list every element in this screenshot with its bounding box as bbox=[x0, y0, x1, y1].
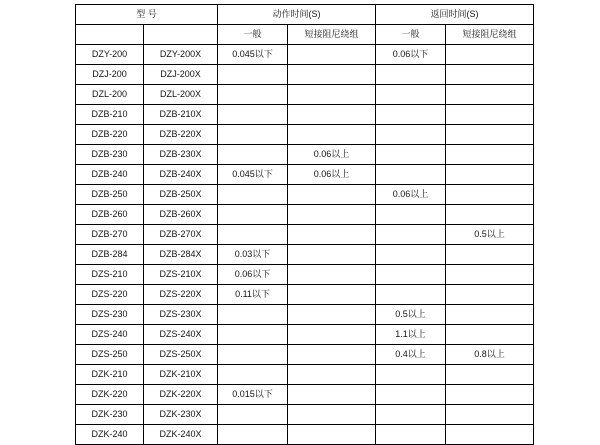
cell-model-x: DZS-220X bbox=[144, 285, 218, 305]
cell-action-general bbox=[218, 365, 288, 385]
cell-return-short-damping bbox=[446, 285, 534, 305]
cell-return-short-damping bbox=[446, 85, 534, 105]
cell-action-short-damping bbox=[288, 65, 376, 85]
cell-model-x: DZK-220X bbox=[144, 385, 218, 405]
table-row bbox=[76, 145, 534, 165]
cell-return-general bbox=[376, 125, 446, 145]
cell-action-general bbox=[218, 185, 288, 205]
cell-model-x: DZK-210X bbox=[144, 365, 218, 385]
cell-model: DZS-230 bbox=[76, 305, 144, 325]
table-row bbox=[76, 385, 534, 405]
cell-return-short-damping bbox=[446, 265, 534, 285]
table-row bbox=[76, 105, 534, 125]
table-row bbox=[76, 185, 534, 205]
cell-action-short-damping: 0.06以上 bbox=[288, 165, 376, 185]
table-row bbox=[76, 365, 534, 385]
cell-return-short-damping bbox=[446, 205, 534, 225]
cell-return-short-damping bbox=[446, 105, 534, 125]
cell-model: DZK-230 bbox=[76, 405, 144, 425]
table-row bbox=[76, 125, 534, 145]
cell-action-short-damping bbox=[288, 385, 376, 405]
cell-action-short-damping: 0.06以上 bbox=[288, 145, 376, 165]
cell-model-x: DZB-250X bbox=[144, 185, 218, 205]
cell-model: DZB-270 bbox=[76, 225, 144, 245]
table-row bbox=[76, 65, 534, 85]
cell-model: DZS-220 bbox=[76, 285, 144, 305]
cell-return-short-damping bbox=[446, 145, 534, 165]
cell-action-short-damping bbox=[288, 405, 376, 425]
cell-action-general bbox=[218, 405, 288, 425]
header-model-spacer-2 bbox=[144, 25, 218, 45]
cell-return-short-damping bbox=[446, 45, 534, 65]
cell-return-general bbox=[376, 285, 446, 305]
table-row bbox=[76, 85, 534, 105]
cell-model-x: DZK-240X bbox=[144, 425, 218, 445]
table-row bbox=[76, 245, 534, 265]
cell-model-x: DZS-250X bbox=[144, 345, 218, 365]
header-model-spacer-1 bbox=[76, 25, 144, 45]
cell-action-short-damping bbox=[288, 345, 376, 365]
cell-action-general bbox=[218, 145, 288, 165]
cell-action-general: 0.045以下 bbox=[218, 165, 288, 185]
header-action-time: 动作时间(S) bbox=[218, 5, 376, 25]
cell-action-general: 0.06以下 bbox=[218, 265, 288, 285]
cell-action-general: 0.03以下 bbox=[218, 245, 288, 265]
cell-return-short-damping: 0.8以上 bbox=[446, 345, 534, 365]
cell-return-short-damping: 0.5以上 bbox=[446, 225, 534, 245]
cell-action-general: 0.015以下 bbox=[218, 385, 288, 405]
header-action-general: 一般 bbox=[218, 25, 288, 45]
cell-return-short-damping bbox=[446, 125, 534, 145]
cell-return-general bbox=[376, 165, 446, 185]
cell-action-short-damping bbox=[288, 125, 376, 145]
cell-return-general: 0.06以下 bbox=[376, 45, 446, 65]
cell-action-general bbox=[218, 345, 288, 365]
relay-timing-table bbox=[75, 4, 534, 445]
cell-model-x: DZS-230X bbox=[144, 305, 218, 325]
cell-action-short-damping bbox=[288, 305, 376, 325]
cell-return-short-damping bbox=[446, 365, 534, 385]
cell-model: DZB-210 bbox=[76, 105, 144, 125]
table-row bbox=[76, 405, 534, 425]
cell-action-general: 0.045以下 bbox=[218, 45, 288, 65]
cell-return-general bbox=[376, 105, 446, 125]
cell-action-general bbox=[218, 425, 288, 445]
cell-return-general bbox=[376, 405, 446, 425]
cell-action-short-damping bbox=[288, 245, 376, 265]
cell-model-x: DZL-200X bbox=[144, 85, 218, 105]
table-row bbox=[76, 425, 534, 445]
cell-action-short-damping bbox=[288, 205, 376, 225]
table-row bbox=[76, 265, 534, 285]
cell-action-general bbox=[218, 85, 288, 105]
cell-return-short-damping bbox=[446, 385, 534, 405]
cell-action-general bbox=[218, 105, 288, 125]
cell-model-x: DZB-210X bbox=[144, 105, 218, 125]
cell-action-general bbox=[218, 225, 288, 245]
cell-model: DZB-230 bbox=[76, 145, 144, 165]
cell-return-general: 0.4以上 bbox=[376, 345, 446, 365]
cell-model: DZB-240 bbox=[76, 165, 144, 185]
cell-return-general: 0.06以上 bbox=[376, 185, 446, 205]
cell-return-short-damping bbox=[446, 425, 534, 445]
cell-action-short-damping bbox=[288, 45, 376, 65]
header-action-short-damping: 短接阻尼绕组 bbox=[288, 25, 376, 45]
cell-return-short-damping bbox=[446, 185, 534, 205]
cell-model: DZS-250 bbox=[76, 345, 144, 365]
cell-model: DZK-240 bbox=[76, 425, 144, 445]
cell-model-x: DZS-210X bbox=[144, 265, 218, 285]
cell-action-general bbox=[218, 125, 288, 145]
cell-return-general: 0.5以上 bbox=[376, 305, 446, 325]
cell-model-x: DZS-240X bbox=[144, 325, 218, 345]
cell-model: DZS-240 bbox=[76, 325, 144, 345]
cell-action-general bbox=[218, 205, 288, 225]
cell-return-general bbox=[376, 385, 446, 405]
table-row bbox=[76, 285, 534, 305]
cell-model: DZK-210 bbox=[76, 365, 144, 385]
cell-model: DZB-260 bbox=[76, 205, 144, 225]
cell-return-short-damping bbox=[446, 405, 534, 425]
table-row bbox=[76, 345, 534, 365]
cell-action-general bbox=[218, 65, 288, 85]
cell-action-short-damping bbox=[288, 185, 376, 205]
cell-action-short-damping bbox=[288, 425, 376, 445]
table-row bbox=[76, 205, 534, 225]
table-header-row-top bbox=[76, 5, 534, 25]
cell-model-x: DZB-220X bbox=[144, 125, 218, 145]
cell-model: DZL-200 bbox=[76, 85, 144, 105]
cell-return-general: 1.1以上 bbox=[376, 325, 446, 345]
cell-return-general bbox=[376, 85, 446, 105]
table-header-row-sub bbox=[76, 25, 534, 45]
cell-model: DZJ-200 bbox=[76, 65, 144, 85]
header-return-time: 返回时间(S) bbox=[376, 5, 534, 25]
cell-action-short-damping bbox=[288, 285, 376, 305]
cell-return-general bbox=[376, 145, 446, 165]
table-row bbox=[76, 225, 534, 245]
cell-return-general bbox=[376, 265, 446, 285]
cell-action-short-damping bbox=[288, 265, 376, 285]
cell-return-short-damping bbox=[446, 65, 534, 85]
cell-return-short-damping bbox=[446, 245, 534, 265]
cell-model: DZB-220 bbox=[76, 125, 144, 145]
cell-model-x: DZJ-200X bbox=[144, 65, 218, 85]
cell-model: DZY-200 bbox=[76, 45, 144, 65]
header-return-short-damping: 短接阻尼绕组 bbox=[446, 25, 534, 45]
cell-model-x: DZB-230X bbox=[144, 145, 218, 165]
header-model-group: 型 号 bbox=[76, 5, 218, 25]
cell-action-short-damping bbox=[288, 85, 376, 105]
cell-return-short-damping bbox=[446, 325, 534, 345]
header-return-general: 一般 bbox=[376, 25, 446, 45]
cell-model: DZB-284 bbox=[76, 245, 144, 265]
cell-action-short-damping bbox=[288, 225, 376, 245]
cell-action-short-damping bbox=[288, 105, 376, 125]
cell-return-general bbox=[376, 365, 446, 385]
cell-model-x: DZB-284X bbox=[144, 245, 218, 265]
cell-model-x: DZY-200X bbox=[144, 45, 218, 65]
cell-action-short-damping bbox=[288, 325, 376, 345]
table-row bbox=[76, 305, 534, 325]
cell-model-x: DZB-240X bbox=[144, 165, 218, 185]
table-row bbox=[76, 45, 534, 65]
table-row bbox=[76, 165, 534, 185]
cell-action-general bbox=[218, 305, 288, 325]
table-row bbox=[76, 325, 534, 345]
cell-model-x: DZB-270X bbox=[144, 225, 218, 245]
cell-return-short-damping bbox=[446, 305, 534, 325]
cell-return-short-damping bbox=[446, 165, 534, 185]
cell-action-general: 0.11以下 bbox=[218, 285, 288, 305]
cell-model-x: DZB-260X bbox=[144, 205, 218, 225]
cell-model: DZB-250 bbox=[76, 185, 144, 205]
cell-return-general bbox=[376, 205, 446, 225]
cell-model-x: DZK-230X bbox=[144, 405, 218, 425]
cell-action-short-damping bbox=[288, 365, 376, 385]
cell-return-general bbox=[376, 65, 446, 85]
cell-action-general bbox=[218, 325, 288, 345]
cell-model: DZK-220 bbox=[76, 385, 144, 405]
cell-return-general bbox=[376, 225, 446, 245]
cell-model: DZS-210 bbox=[76, 265, 144, 285]
cell-return-general bbox=[376, 245, 446, 265]
cell-return-general bbox=[376, 425, 446, 445]
